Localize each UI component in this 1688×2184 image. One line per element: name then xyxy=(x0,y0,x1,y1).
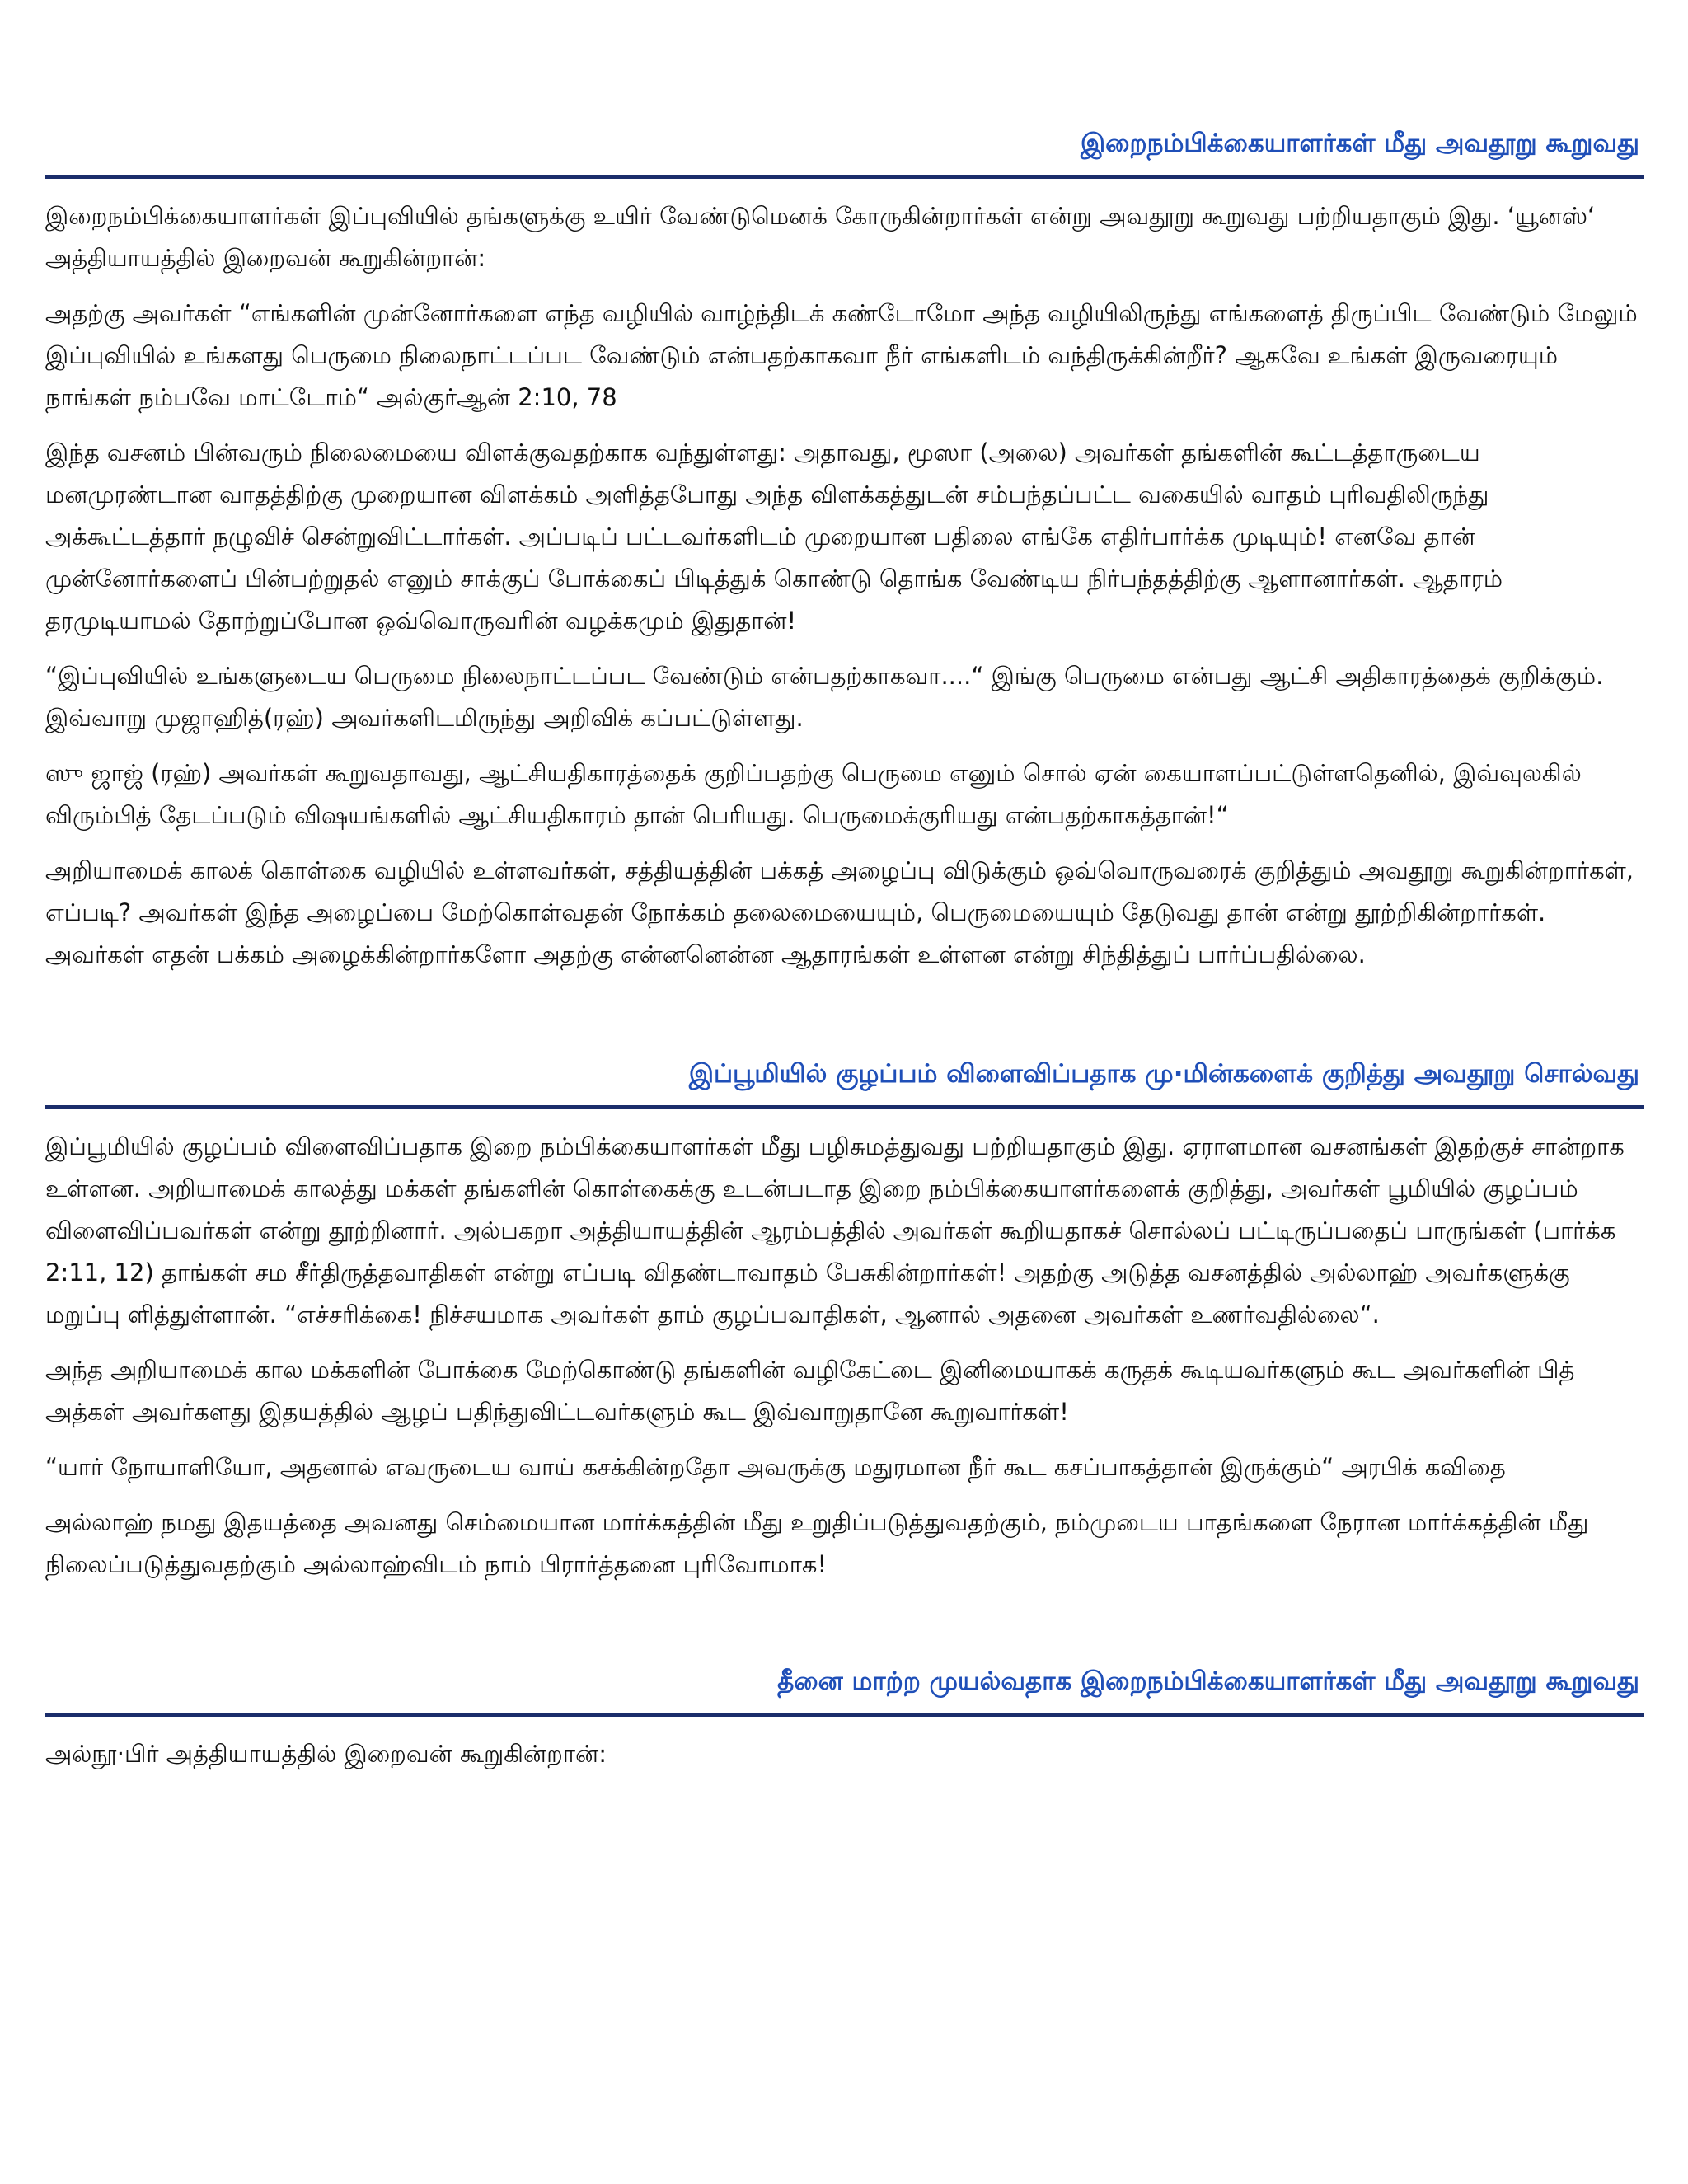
paragraph: “இப்புவியில் உங்களுடைய பெருமை நிலைநாட்டப்பட வேண்டும் என்பதற்காகவா....“ இங்கு பெருமை என்பது ஆட்சி அதிகாரத்தைக் குறிக்கும். இவ்வாறு முஜாஹித்(ரஹ்) அவர்களிடமிருந்து அறிவிக் கப்பட்டுள்ளது. xyxy=(45,662,1604,732)
paragraph: ஸு ஜாஜ் (ரஹ்) அவர்கள் கூறுவதாவது, ஆட்சியதிகாரத்தைக் குறிப்பதற்கு பெருமை எனும் சொல் ஏன் கையாளப்பட்டுள்ளதெனில், இவ்வுலகில் விரும்பித் தேடப்படும் விஷயங்களில் ஆட்சியதிகாரம் தான் பெரியது. பெருமைக்குரியது என்பதற்காகத்தான்!“ xyxy=(45,759,1582,829)
paragraph: அதற்கு அவர்கள் “எங்களின் முன்னோர்களை எந்த வழியில் வாழ்ந்திடக் கண்டோமோ அந்த வழியிலிருந்து எங்களைத் திருப்பிட வேண்டும் மேலும் இப்புவியில் உங்களது பெருமை நிலைநாட்டப்பட வேண்டும் என்பதற்காகவா நீர் எங்களிடம் வந்திருக்கின்றீர்? ஆகவே உங்கள் இருவரையும் நாங்கள் நம்பவே மாட்டோம்“ அல்குர்ஆன் 2:10, 78 xyxy=(45,299,1638,411)
paragraph: இந்த வசனம் பின்வரும் நிலைமையை விளக்குவதற்காக வந்துள்ளது: அதாவது, மூஸா (அலை) அவர்கள் தங்களின் கூட்டத்தாருடைய மனமுரண்டான வாதத்திற்கு முறையான விளக்கம் அளித்தபோது அந்த விளக்கத்துடன் சம்பந்தப்பட்ட வகையில் வாதம் புரிவதிலிருந்து அக்கூட்டத்தார் நழுவிச் சென்றுவிட்டார்கள். அப்படிப் பட்டவர்களிடம் முறையான பதிலை எங்கே எதிர்பார்க்க முடியும்! எனவே தான் முன்னோர்களைப் பின்பற்றுதல் எனும் சாக்குப் போக்கைப் பிடித்துக் கொண்டு தொங்க வேண்டிய நிர்பந்தத்திற்கு ஆளானார்கள். ஆதாரம் தரமுடியாமல் தோற்றுப்போன ஒவ்வொருவரின் வழக்கமும் இதுதான்! xyxy=(45,438,1503,635)
paragraph: அல்லாஹ் நமது இதயத்தை அவனது செம்மையான மார்க்கத்தின் மீது உறுதிப்படுத்துவதற்கும், நம்முடைய பாதங்களை நேரான மார்க்கத்தின் மீது நிலைப்படுத்துவதற்கும் அல்லாஹ்விடம் நாம் பிரார்த்தனை புரிவோமாக! xyxy=(45,1508,1589,1578)
paragraph: இறைநம்பிக்கையாளர்கள் இப்புவியில் தங்களுக்கு உயிர் வேண்டுமெனக் கோருகின்றார்கள் என்று அவதூறு கூறுவது பற்றியதாகும் இது. ‘யூனஸ்‘ அத்தியாயத்தில் இறைவன் கூறுகின்றான்: xyxy=(45,202,1596,272)
section-heading: இப்பூமியில் குழப்பம் விளைவிப்பதாக மு·மின்களைக் குறித்து அவதூறு சொல்வது xyxy=(688,1059,1639,1089)
paragraph: “யார் நோயாளியோ, அதனால் எவருடைய வாய் கசக்கின்றதோ அவருக்கு மதுரமான நீர் கூட கசப்பாகத்தான் இருக்கும்“ அரபிக் கவிதை xyxy=(45,1453,1506,1481)
paragraph: இப்பூமியில் குழப்பம் விளைவிப்பதாக இறை நம்பிக்கையாளர்கள் மீது பழிசுமத்துவது பற்றியதாகும் இது. ஏராளமான வசனங்கள் இதற்குச் சான்றாக உள்ளன. அறியாமைக் காலத்து மக்கள் தங்களின் கொள்கைக்கு உடன்படாத இறை நம்பிக்கையாளர்களைக் குறித்து, அவர்கள் பூமியில் குழப்பம் விளைவிப்பவர்கள் என்று தூற்றினார். அல்பகறா அத்தியாயத்தின் ஆரம்பத்தில் அவர்கள் கூறியதாகச் சொல்லப் பட்டிருப்பதைப் பாருங்கள் (பார்க்க 2:11, 12) தாங்கள் சம சீர்திருத்தவாதிகள் என்று எப்படி விதண்டாவாதம் பேசுகின்றார்கள்! அதற்கு அடுத்த வசனத்தில் அல்லாஹ் அவர்களுக்கு மறுப்பு ளித்துள்ளான். “எச்சரிக்கை! நிச்சயமாக அவர்கள் தாம் குழப்பவாதிகள், ஆனால் அதனை அவர்கள் உணர்வதில்லை“. xyxy=(45,1132,1625,1329)
section-heading: தீனை மாற்ற முயல்வதாக இறைநம்பிக்கையாளர்கள் மீது அவதூறு கூறுவது xyxy=(777,1666,1639,1696)
heading-divider xyxy=(45,1105,1644,1109)
heading-divider xyxy=(45,1713,1644,1717)
section-heading: இறைநம்பிக்கையாளர்கள் மீது அவதூறு கூறுவது xyxy=(1081,129,1639,158)
document-page xyxy=(45,124,1644,1788)
paragraph: அந்த அறியாமைக் கால மக்களின் போக்கை மேற்கொண்டு தங்களின் வழிகேட்டை இனிமையாகக் கருதக் கூடியவர்களும் கூட அவர்களின் பித் அத்கள் அவர்களது இதயத்தில் ஆழப் பதிந்துவிட்டவர்களும் கூட இவ்வாறுதானே கூறுவார்கள்! xyxy=(45,1356,1575,1426)
section-slander-believers xyxy=(45,124,1644,976)
section-mischief-accusation xyxy=(45,1054,1644,1586)
paragraph: அறியாமைக் காலக் கொள்கை வழியில் உள்ளவர்கள், சத்தியத்தின் பக்கத் அழைப்பு விடுக்கும் ஒவ்வொருவரைக் குறித்தும் அவதூறு கூறுகின்றார்கள், எப்படி? அவர்கள் இந்த அழைப்பை மேற்கொள்வதன் நோக்கம் தலைமையையும், பெருமையையும் தேடுவது தான் என்று தூற்றிகின்றார்கள். அவர்கள் எதன் பக்கம் அழைக்கின்றார்களோ அதற்கு என்னனென்ன ஆதாரங்கள் உள்ளன என்று சிந்தித்துப் பார்ப்பதில்லை. xyxy=(45,856,1634,968)
heading-divider xyxy=(45,175,1644,179)
paragraph: அல்நூ·பிர் அத்தியாயத்தில் இறைவன் கூறுகின்றான்: xyxy=(45,1740,607,1768)
section-changing-religion-accusation xyxy=(45,1661,1644,1775)
